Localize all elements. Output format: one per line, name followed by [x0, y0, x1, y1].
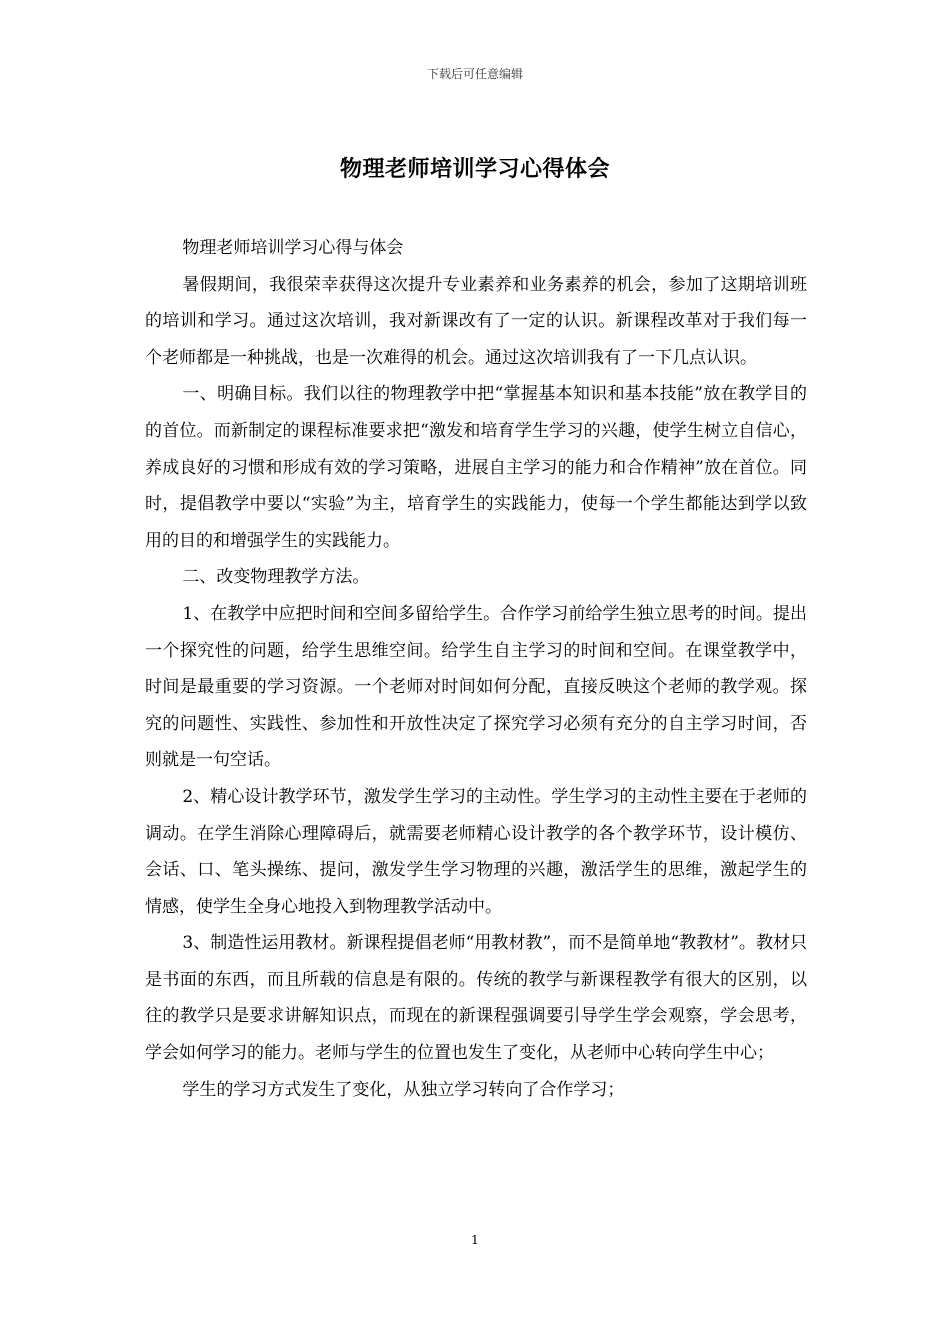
document-body — [145, 230, 807, 1108]
document-title: 物理老师培训学习心得体会 — [339, 156, 610, 182]
paragraph-section-1: 一、明确目标。我们以往的物理教学中把“掌握基本知识和基本技能”放在教学目的的首位。而新制定的课程标准要求把“激发和培育学生学习的兴趣，使学生树立自信心，养成良好的习惯和形成有效的学习策略，进展自主学习的能力和合作精神”放在首位。同时，提倡教学中要以“实验”为主，培育学生的实践能力，使每一个学生都能达到学以致用的目的和增强学生的实践能力。 — [145, 384, 807, 551]
paragraph-section-2-heading: 二、改变物理教学方法。 — [182, 567, 370, 588]
paragraph-point-3: 3、制造性运用教材。新课程提倡老师“用教材教”，而不是简单地“教教材”。教材只是书面的东西，而且所载的信息是有限的。传统的教学与新课程教学有很大的区别，以往的教学只是要求讲解知识点，而现在的新课程强调要引导学生学会观察，学会思考，学会如何学习的能力。老师与学生的位置也发生了变化，从老师中心转向学生中心； — [145, 933, 807, 1064]
paragraph-point-1: 1、在教学中应把时间和空间多留给学生。合作学习前给学生独立思考的时间。提出一个探究性的问题，给学生思维空间。给学生自主学习的时间和空间。在课堂教学中，时间是最重要的学习资源。一个老师对时间如何分配，直接反映这个老师的教学观。探究的问题性、实践性、参加性和开放性决定了探究学习必须有充分的自主学习时间，否则就是一句空话。 — [145, 603, 807, 771]
paragraph-intro: 暑假期间，我很荣幸获得这次提升专业素养和业务素养的机会，参加了这期培训班的培训和学习。通过这次培训，我对新课改有了一定的认识。新课程改革对于我们每一个老师都是一种挑战，也是一次难得的机会。通过这次培训我有了一下几点认识。 — [145, 274, 807, 368]
paragraph-learning-style: 学生的学习方式发生了变化，从独立学习转向了合作学习； — [182, 1079, 625, 1100]
page-header-note: 下载后可任意编辑 — [426, 67, 523, 81]
paragraph-subtitle: 物理老师培训学习心得与体会 — [182, 238, 404, 258]
page-number: 1 — [471, 1233, 479, 1247]
paragraph-point-2: 2、精心设计教学环节，激发学生学习的主动性。学生学习的主动性主要在于老师的调动。在学生消除心理障碍后，就需要老师精心设计教学的各个教学环节，设计模仿、会话、口、笔头操练、提问，激发学生学习物理的兴趣，激活学生的思维，激起学生的情感，使学生全身心地投入到物理教学活动中。 — [145, 786, 807, 917]
